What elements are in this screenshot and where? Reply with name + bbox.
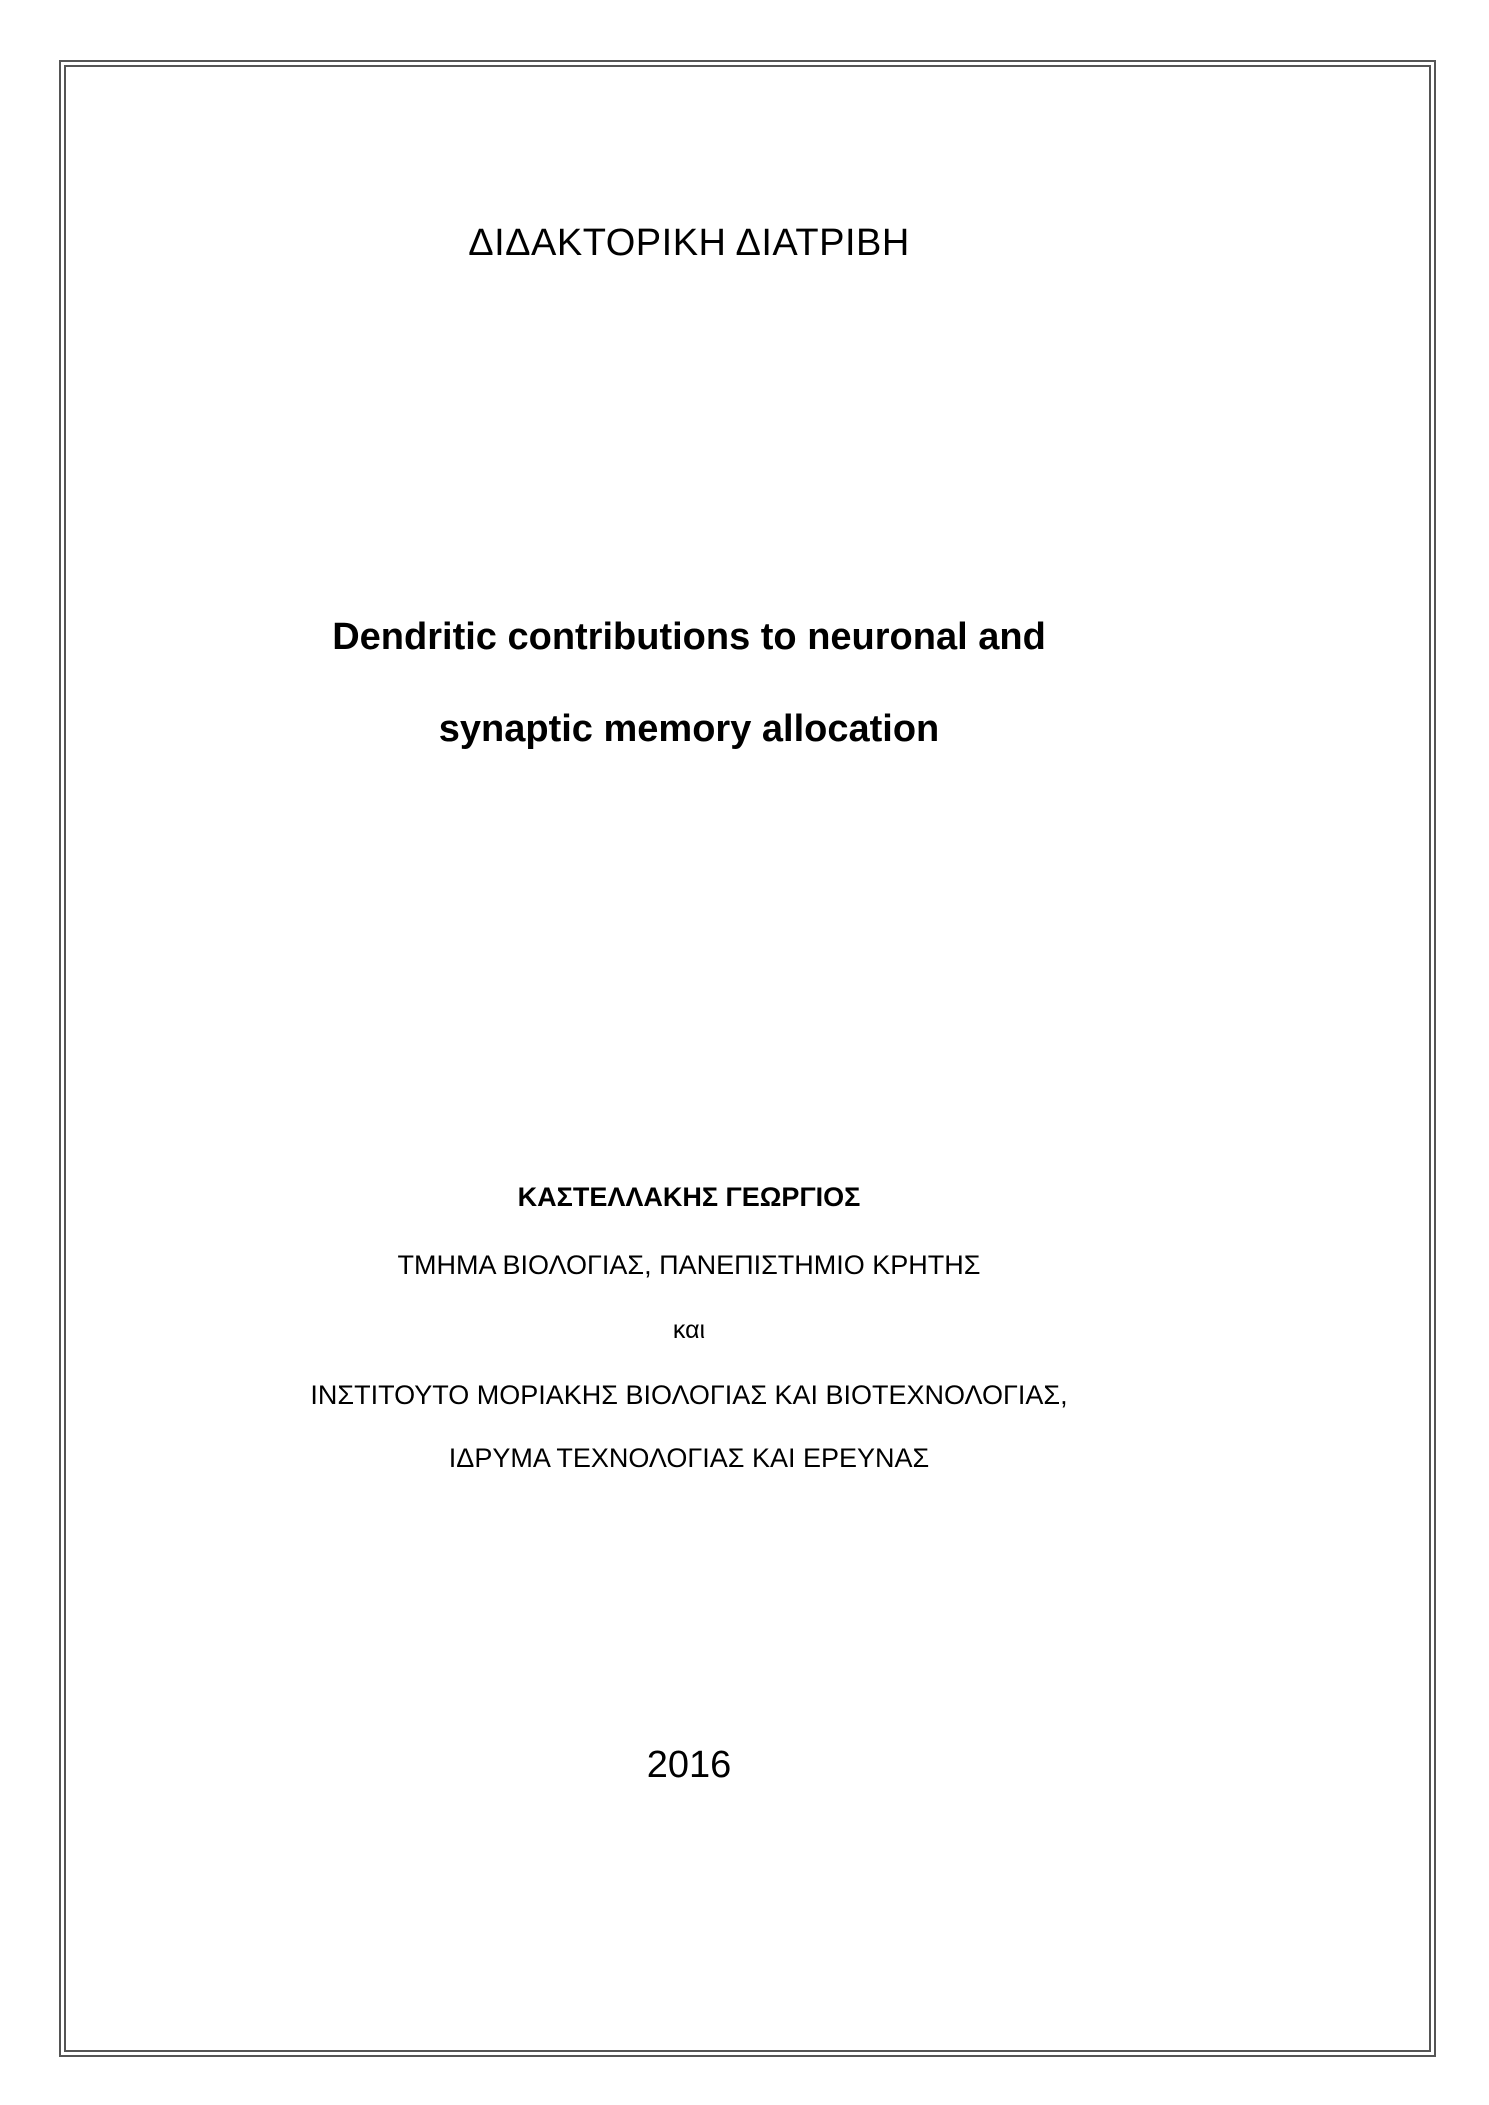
document-type: ΔΙΔΑΚΤΟΡΙΚΗ ΔΙΑΤΡΙΒΗ xyxy=(468,222,910,264)
thesis-title-line-1: Dendritic contributions to neuronal and xyxy=(332,616,1046,658)
affiliation-institute: ΙΝΣΤΙΤΟΥΤΟ ΜΟΡΙΑΚΗΣ ΒΙΟΛΟΓΙΑΣ ΚΑΙ ΒΙΟΤΕΧΝΟΛΟΓΙΑΣ, xyxy=(310,1380,1068,1410)
affiliation-conjunction: και xyxy=(672,1316,706,1344)
publication-year: 2016 xyxy=(646,1744,732,1786)
affiliation-department: ΤΜΗΜΑ ΒΙΟΛΟΓΙΑΣ, ΠΑΝΕΠΙΣΤΗΜΙΟ ΚΡΗΤΗΣ xyxy=(397,1250,981,1280)
affiliation-foundation: ΙΔΡΥΜΑ ΤΕΧΝΟΛΟΓΙΑΣ ΚΑΙ ΕΡΕΥΝΑΣ xyxy=(448,1443,930,1473)
author-name: ΚΑΣΤΕΛΛΑΚΗΣ ΓΕΩΡΓΙΟΣ xyxy=(517,1182,861,1212)
thesis-title-line-2: synaptic memory allocation xyxy=(438,708,940,750)
